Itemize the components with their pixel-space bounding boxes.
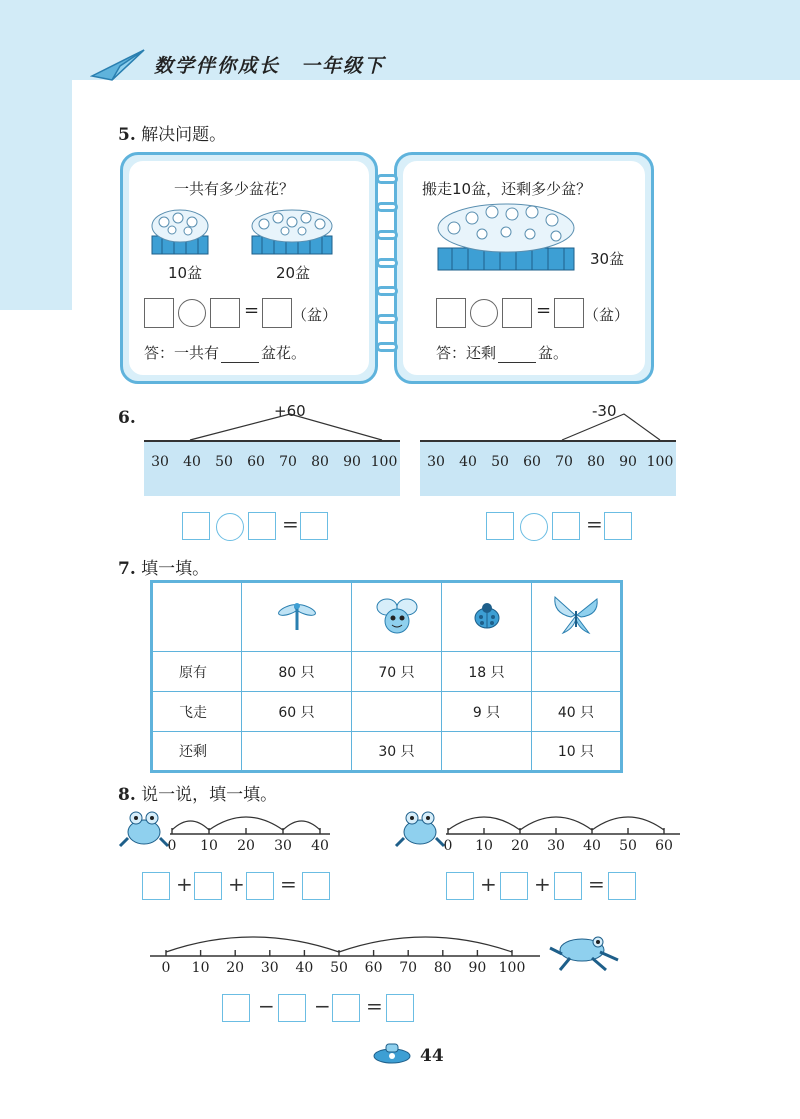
q6-right-tick-label: 80	[587, 454, 605, 470]
q6-left-tick-label: 100	[370, 454, 398, 470]
q8-line-c-hop	[166, 937, 339, 952]
q8-line-c-hop	[339, 937, 512, 952]
q6-left-tick-label: 60	[247, 454, 265, 470]
answer-box[interactable]	[222, 994, 250, 1022]
equals-sign: =	[366, 994, 383, 1018]
equals-sign: =	[536, 300, 552, 321]
table-cell[interactable]: 60 只	[242, 692, 352, 732]
q5-left-label-b: 20盆	[276, 264, 311, 282]
q8-line-c-tick-label: 40	[295, 960, 314, 976]
q8-line-c-tick-label: 80	[433, 960, 452, 976]
row-label: 原有	[152, 652, 242, 692]
q6-right-tick-label: 90	[619, 454, 637, 470]
q8-number: 8.	[118, 785, 136, 805]
q6-right-tick-label: 100	[646, 454, 674, 470]
q8-line-b-tick-label: 40	[583, 838, 601, 854]
equals-sign: =	[244, 300, 260, 321]
table-cell[interactable]: 18 只	[442, 652, 532, 692]
plus-sign: +	[480, 872, 497, 896]
q5-left-unit: （盆）	[292, 306, 338, 324]
q6-right-tick-label: 70	[555, 454, 573, 470]
q8-line-c-tick-label: 50	[330, 960, 348, 976]
table-cell[interactable]: 70 只	[352, 652, 442, 692]
row-label: 飞走	[152, 692, 242, 732]
q6-left-tick-label: 30	[151, 454, 169, 470]
q8-line-a-tick-label: 20	[237, 838, 255, 854]
plus-sign: +	[228, 872, 245, 896]
plus-sign: +	[534, 872, 551, 896]
q6-left-tick-label: 40	[183, 454, 201, 470]
q8-line-b-tick-label: 60	[655, 838, 673, 854]
q8-line-b-tick-label: 50	[619, 838, 637, 854]
q8-title: 说一说，填一填。	[141, 785, 278, 805]
answer-box[interactable]	[446, 872, 474, 900]
equals-sign: =	[586, 512, 603, 536]
table-cell[interactable]: 40 只	[532, 692, 622, 732]
answer-box[interactable]	[142, 872, 170, 900]
q6-right-tick-label: 50	[491, 454, 509, 470]
q8-line-c-tick-label: 60	[364, 960, 383, 976]
equals-sign: =	[280, 872, 297, 896]
table-cell[interactable]: 10 只	[532, 732, 622, 772]
q8-line-c-tick-label: 20	[226, 960, 245, 976]
table-cell[interactable]: 80 只	[242, 652, 352, 692]
q8-line-c-tick-label: 10	[191, 960, 210, 976]
q6-right-tick-label: 40	[459, 454, 477, 470]
q6-right-arc-label: -30	[592, 402, 617, 420]
answer-box[interactable]	[554, 872, 582, 900]
plus-sign: +	[176, 872, 193, 896]
q8-line-b-tick-label: 0	[443, 838, 453, 854]
airplane-mascot-icon	[370, 1040, 414, 1066]
q5-right-answer: 答：还剩 盆。	[436, 344, 569, 362]
table-cell[interactable]: 9 只	[442, 692, 532, 732]
page-number: 44	[420, 1046, 444, 1066]
q7-number: 7.	[118, 559, 136, 579]
q6-left-arc-label: +60	[274, 402, 306, 420]
q8-line-c-tick-label: 30	[260, 960, 279, 976]
header-title: 数学伴你成长 一年级下	[154, 54, 386, 77]
q8-line-c-tick-label: 90	[468, 960, 487, 976]
minus-sign: −	[258, 994, 275, 1018]
answer-box[interactable]	[386, 994, 414, 1022]
q8-line-a-tick-label: 10	[200, 838, 218, 854]
q6-number: 6.	[118, 408, 136, 428]
q8-line-a-tick-label: 0	[167, 838, 177, 854]
q8-line-c-tick-label: 70	[399, 960, 418, 976]
minus-sign: −	[314, 994, 331, 1018]
q8-line-a-hop	[172, 821, 209, 830]
answer-box[interactable]	[332, 994, 360, 1022]
q8-line-b-tick-label: 10	[475, 838, 493, 854]
q5-right-question: 搬走10盆，还剩多少盆？	[422, 180, 592, 198]
row-label: 还剩	[152, 732, 242, 772]
answer-box[interactable]	[194, 872, 222, 900]
q6-left-tick-label: 50	[215, 454, 233, 470]
q8-line-a-hop	[283, 821, 320, 830]
equals-sign: =	[588, 872, 605, 896]
q5-title: 解决问题。	[141, 125, 227, 145]
q5-right-unit: （盆）	[584, 306, 630, 324]
answer-box[interactable]	[246, 872, 274, 900]
q6-left-tick-label: 90	[343, 454, 361, 470]
q5-number: 5.	[118, 125, 136, 145]
q8-line-c-tick-label: 0	[161, 960, 171, 976]
answer-box[interactable]	[302, 872, 330, 900]
q8-line-a-tick-label: 40	[311, 838, 329, 854]
q5-right-label-a: 30盆	[590, 250, 625, 268]
q8-line-b-tick-label: 20	[511, 838, 529, 854]
q5-left-label-a: 10盆	[168, 264, 203, 282]
q5-left-answer: 答：一共有 盆花。	[144, 344, 307, 362]
q5-left-question: 一共有多少盆花？	[174, 180, 295, 198]
q8-line-b-tick-label: 30	[547, 838, 565, 854]
q6-left-tick-label: 70	[279, 454, 297, 470]
answer-box[interactable]	[278, 994, 306, 1022]
q6-left-tick-label: 80	[311, 454, 329, 470]
table-cell[interactable]: 30 只	[352, 732, 442, 772]
q8-line-c-tick-label: 100	[498, 960, 526, 976]
q7-title: 填一填。	[141, 559, 210, 579]
q6-right-tick-label: 60	[523, 454, 541, 470]
equals-sign: =	[282, 512, 299, 536]
q6-right-tick-label: 30	[427, 454, 445, 470]
answer-box[interactable]	[500, 872, 528, 900]
q8-line-a-tick-label: 30	[274, 838, 292, 854]
answer-box[interactable]	[608, 872, 636, 900]
